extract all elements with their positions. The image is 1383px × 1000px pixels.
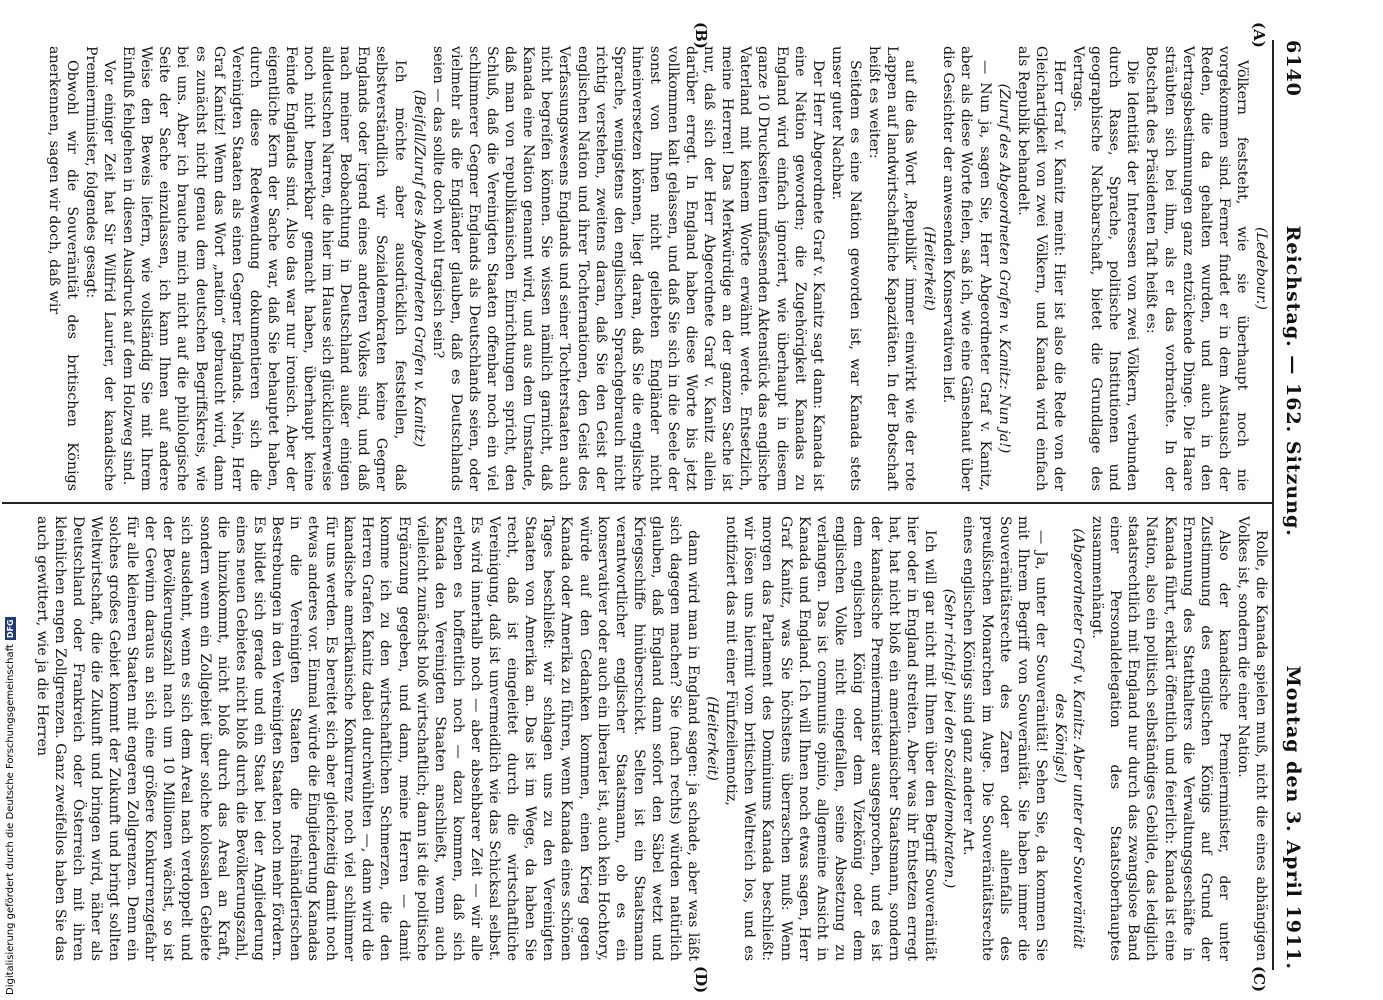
- right-interjection: (Abgeordneter Graf v. Kanitz: Aber unter der Souveränität des Königs!): [1051, 528, 1087, 949]
- left-interjection: (Beifall/Zuruf des Abgeordneten Grafen v. Kanitz): [410, 89, 427, 448]
- left-paragraph: Die Identität der Interessen von zwei Völkern, verbunden durch Rasse, Sprache, politische Institutionen und geographische Nachbarschaft, bietet die Grundlage des Vertrags.: [1070, 46, 1141, 491]
- page-number: 6140: [1282, 40, 1304, 97]
- left-paragraph: Seitdem es eine Nation geworden ist, war Kanada stets unser guter Nachbar.: [828, 46, 863, 491]
- marker-d: (D): [692, 966, 710, 994]
- right-paragraph: Rolle, die Kanada spielen muß, nicht die eines abhängigen Volkes ist, sondern die einer Nation.: [1234, 516, 1269, 961]
- dfg-logo: DFG: [5, 619, 15, 639]
- left-paragraph: — Nun ja, sagen Sie, Herr Abgeordneter Graf v. Kanitz, aber als diese Worte fielen, saß ich, wie eine Gänsehaut über die Gesichter der anwesenden Konservativen lief.: [940, 46, 993, 491]
- digitization-note: [3, 0, 17, 995]
- header-title: Reichstag. — 162. Sitzung.: [1282, 225, 1304, 537]
- right-paragraph: Also der kanadische Premierminister, der unter Zustimmung des englischen Königs auf Grund der Ernennung des Statthalters die Verwaltungsgeschäfte in Kanada führt, erklärt öffentlich und feierlich: Kanada ist eine Nation, also ein politisch selbständiges Gebilde, das lediglich staatsrechtlich mit England nur durch das zwangslose Band einer Personaldelegation des Staatsoberhauptes zusammenhängt.: [1089, 516, 1232, 961]
- left-column: [5, 46, 1270, 491]
- left-paragraph: Der Herr Abgeordnete Graf v. Kanitz sagt dann: Kanada ist eine Nation geworden; die Zugehörigkeit Kanadas zu England wird einfach ignoriert, wie überhaupt in diesem ganze 10 Druckseiten umfassenden Aktenstück das englische Vaterland mit keinem Worte erwähnt werde. Entsetzlich, meine Herren! Das Merkwürdige an der ganzen Sache ist nur, daß sich der Herr Abgeordnete Graf v. Kanitz allein darüber erregt. In England haben diese Worte bis jetzt vollkommen kalt gelassen, und daß Sie sich in die Seele der sonst von Ihnen nicht geliebten Engländer nicht hineinversetzen können, liegt daran, daß Sie die englische Sprache, wenigstens den englischen Sprachgebrauch nicht richtig verstehen, zweitens daran, daß Sie den Geist der englischen Nation und ihrer Tochternationen, den Geist des Verfassungswesens Englands und seiner Tochterstaaten auch nicht begreifen können. Sie wissen nämlich garnicht, daß Kanada eine Nation genannt wird, und aus dem Umstande, daß man von republikanischen Einrichtungen spricht, den Schluß, daß die Vereinigten Staaten offenbar noch ein viel schlimmerer Gegner Englands als Deutschlands seien, oder vielmehr als die Engländer glauben, daß es Deutschlands seien — das sollte doch wohl tragisch sein?: [429, 46, 826, 491]
- right-paragraph: Ich will gar nicht mit Ihnen über den Begriff Souveränität hier oder in England streiten. Aber was ihr Entsetzen erregt hat, hat nicht bloß ein amerikanischer Staatsmann, sondern der kanadische Premierminister ausgesprochen, und es ist dem englischen König oder dem Vizekönig oder dem englischen Volke nicht eingefallen, seine Absetzung zu verlangen. Das ist communis opinio, allgemeine Ansicht in Kanada und England. Ich will Ihnen noch etwas sagen, Herr Graf Kanitz, was Sie höchstens überraschen muß: Wenn morgen das Parlament des Dominiums Kanada beschließt: wir lösen uns hiermit vom britischen Weltreich los, und es notifiziert das mit einer Fünfzeilennotiz,: [723, 516, 939, 961]
- right-paragraph: dann wird man in England sagen: ja schade, aber was läßt sich dagegen machen? Sie (nach rechts) würden natürlich glauben, daß England dann sofort den Säbel wetzt und Kriegsschiffe hinüberschickt. Selten ist ein Staatsmann verantwortlicher englischer Staatsmann, ob es ein konservativer oder auch ein liberaler ist, auch kein Hochtory, würde auf den Gedanken kommen, einen Krieg gegen Kanada oder Amerika zu führen, wenn Kanada eines schönen Tages beschließt: wir schlagen uns zu den Vereinigten Staaten von Amerika an. Das ist im Wege, da haben Sie recht, daß ist eingeleitet durch die wirtschaftliche Vereinigung, daß ist unvermeidlich wie das Schicksal selbst. Es wird innerhalb noch — aber absehbarer Zeit — wir alle erleben es hoffentlich noch — dazu kommen, daß sich Kanada den Vereinigten Staaten anschließt, wenn auch vielleicht zunächst bloß wirtschaftlich; dann ist die politische Ergänzung gegeben, und dann, meine Herren — damit komme ich zu den wirtschaftlichen Schmerzen, die den Herren Grafen Kanitz dabei durchwühlten —, dann wird die kanadische amerikanische Konkurrenz noch viel schlimmer für uns werden. Es bereitet sich aber gleichzeitig damit noch etwas anderes vor. Einmal würde die Eingliederung Kanadas in die Vereinigten Staaten die freihändlerischen Bestrebungen in den Vereinigten Staaten noch mehr fördern. Es bildet sich gerade und ein Staat bei der Angliederung eines neuen Gebietes nicht bloß durch die Bevölkerungszahl, die hinzukommt, nicht bloß durch das Areal an Kraft, sondern wenn ein Zollgebiet über solche kolossalen Gebiete sich ausdehnt, wenn es sich dem Areal nach verdoppelt und der Bevölkerungszahl nach um 10 Millionen wächst, so ist der Gewinn daraus an sich eine größere Konkurrenzgefahr für alle kleineren Staaten mit engeren Zollgrenzen. Denn ein solches großes Gebiet kommt der Zukunft und bringt sollten Weltwirtschaft, die die Zukunft und bringen wird, näher als Deutschland oder Frankreich oder Österreich mit ihren kleinlichen engen Zollgrenzen. Ganz zweifellos haben Sie das auch gewittert, wie ja die Herren: [33, 516, 702, 961]
- right-interjection: (Sehr richtig! bei den Sozialdemokraten.): [941, 588, 958, 889]
- left-interjection: (Zuruf des Abgeordneten Grafen v. Kanitz: Nun ja!): [995, 83, 1012, 454]
- column-divider: [2, 502, 1272, 504]
- digitization-text: Digitalisierung gefördert durch die Deutsche Forschungsgemeinschaft: [4, 644, 16, 995]
- marker-b: (B): [692, 22, 710, 49]
- right-paragraph: — Ja, unter der Souveränität! Sehen Sie, da kommen Sie mit Ihrem Begriff von Souveränität. Sie haben immer die Souveränitätsrechte des Zaren oder allenfalls des preußischen Monarchen im Auge. Die Souveränitätsrechte eines englischen Königs sind ganz anderer Art.: [960, 516, 1049, 961]
- header-date: Montag den 3. April 1911.: [1282, 665, 1304, 970]
- header-rule: [1272, 40, 1274, 970]
- marker-a: (A): [1250, 22, 1268, 48]
- left-paragraph: Ich möchte aber ausdrücklich feststellen, daß selbstverständlich wir Sozialdemokraten keine Gegner Englands oder irgend eines anderen Volkes sind, und daß nach meiner Beobachtung in Deutschland außer einigen alldeutschen Narren, die hier im Hause sich glücklicherweise noch nicht bemerkbar gemacht haben, überhaupt keine Feinde Englands sind. Also das war nur ironisch. Aber der eigentliche Kern der Sache war, daß Sie behauptet haben, durch diese Redewendung dokumentieren sich die Vereinigten Staaten als einen Gegner Englands. Nein, Herr Graf Kanitz! Wenn das Wort „nation“ gebraucht wird, dann es zunächst nicht genau dem deutschen Begriffskreis, wie bei uns. Aber ich brauche mich nicht auf die philologische Seite der Sache einzulassen, ich kann Ihnen auf andere Weise den Beweis liefern, wie vollständig Sie mit Ihrem Einfluß fehlgehen in diesen Ausdruck auf dem Holzweg sind.: [120, 46, 408, 491]
- left-paragraph: auf die das Wort „Republik“ immer einwirkt wie der rote Lappen auf landwirtschaftliche Kapazitäten. In der Botschaft heißt es weiter:: [866, 46, 919, 491]
- left-paragraph: Herr Graf v. Kanitz meint: Hier ist also die Rede von der Gleichartigkeit von zwei Völkern, und Kanada wird einfach als Republik behandelt.: [1014, 46, 1067, 491]
- marker-c: (C): [1250, 966, 1268, 993]
- left-paragraph: Vor einiger Zeit hat Sir Wilfrid Laurier, der kanadische Premierminister, folgendes gesagt:: [83, 46, 118, 491]
- page-header: [1276, 40, 1310, 970]
- left-interjection: (Ledebour.): [1253, 227, 1269, 310]
- left-paragraph: Obwohl wir die Souveränität des britischen Königs anerkennen, sagen wir doch, daß wir: [45, 46, 80, 491]
- right-column: [5, 516, 1270, 961]
- right-interjection: (Heiterkeit): [704, 696, 721, 781]
- left-interjection: (Heiterkeit): [921, 226, 938, 311]
- left-paragraph: Völkern feststeht, wie sie überhaupt noch nie vorgekommen sind. Ferner findet er in dem Austausch der Reden, die da gehalten wurden, und auch in den Vertragsbestimmungen ganz entzückende Dinge. Die Haare sträubten sich bei ihm, als er das vorbrachte. In der Botschaft des Präsidenten Taft heißt es:: [1143, 46, 1250, 491]
